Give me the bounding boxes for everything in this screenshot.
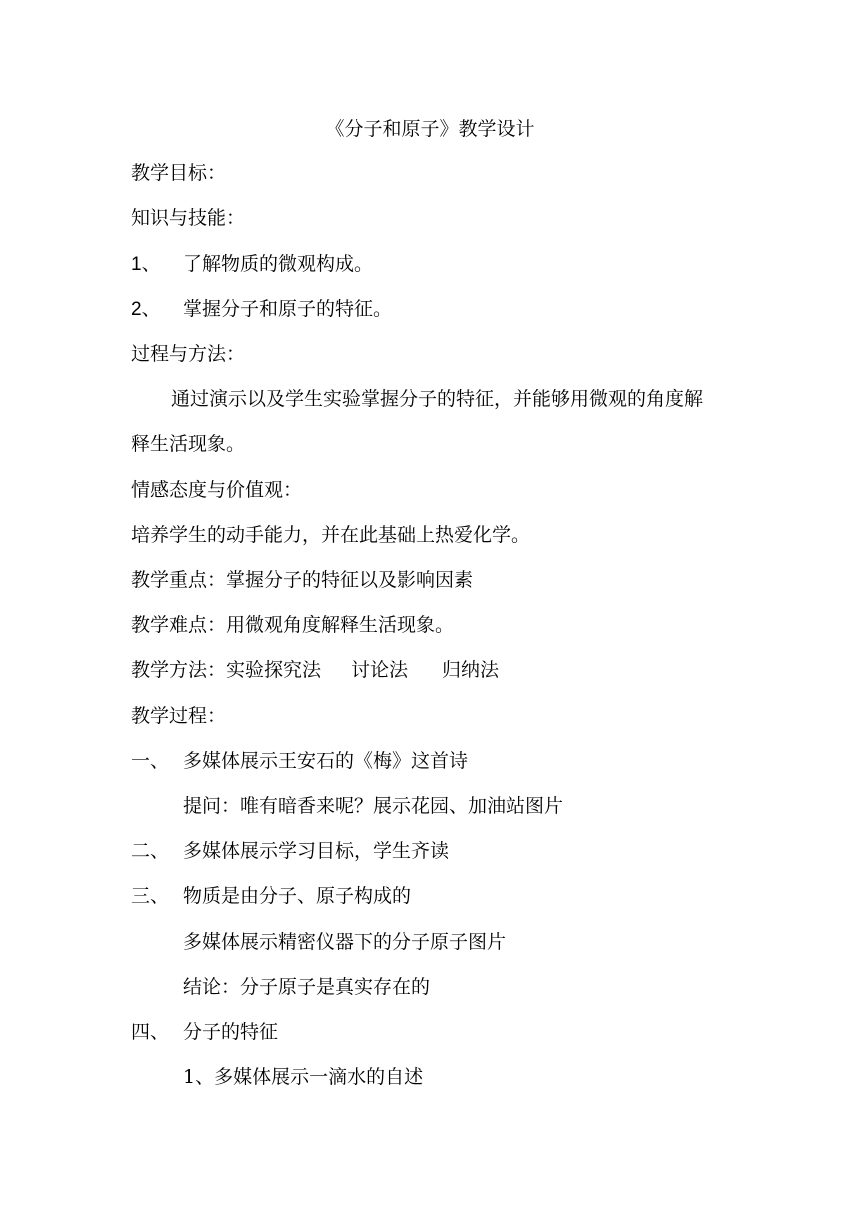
- step-text: 物质是由分子、原子构成的: [183, 885, 412, 907]
- step-detail: 1、多媒体展示一滴水的自述: [183, 1066, 424, 1088]
- process-text-line: 通过演示以及学生实验掌握分子的特征，并能够用微观的角度解: [171, 388, 704, 410]
- step-number: 二、: [131, 840, 170, 862]
- knowledge-item: [131, 296, 392, 323]
- method-item: 实验探究法: [226, 659, 322, 681]
- objectives-heading: 教学目标：: [131, 162, 227, 184]
- emotion-text: 培养学生的动手能力，并在此基础上热爱化学。: [131, 524, 531, 546]
- document-title: 《分子和原子》教学设计: [325, 118, 535, 140]
- procedure-step: [131, 1019, 278, 1045]
- knowledge-item: [131, 251, 373, 278]
- step-number: 一、: [131, 750, 170, 772]
- step-detail: 多媒体展示精密仪器下的分子原子图片: [183, 931, 507, 953]
- item-text: 掌握分子和原子的特征。: [183, 298, 393, 320]
- procedure-heading: 教学过程：: [131, 705, 227, 727]
- difficulty: 教学难点：用微观角度解释生活现象。: [131, 614, 455, 636]
- item-number: 1、: [131, 254, 161, 275]
- method-item: 讨论法: [351, 659, 409, 681]
- process-heading: 过程与方法：: [131, 343, 246, 365]
- knowledge-heading: 知识与技能：: [131, 207, 246, 229]
- emotion-heading: 情感态度与价值观：: [131, 479, 303, 501]
- step-detail: 结论：分子原子是真实存在的: [183, 976, 431, 998]
- step-text: 分子的特征: [183, 1021, 279, 1043]
- key-point: 教学重点：掌握分子的特征以及影响因素: [131, 569, 474, 591]
- procedure-step: [131, 883, 411, 909]
- step-text: 多媒体展示王安石的《梅》这首诗: [183, 750, 469, 772]
- step-number: 四、: [131, 1021, 170, 1043]
- step-text: 多媒体展示学习目标，学生齐读: [183, 840, 450, 862]
- methods-label: 教学方法：: [131, 659, 227, 681]
- step-detail: 提问：唯有暗香来呢？展示花园、加油站图片: [183, 795, 564, 817]
- teaching-methods: [131, 657, 499, 683]
- item-text: 了解物质的微观构成。: [183, 253, 374, 275]
- procedure-step: [131, 748, 468, 774]
- method-item: 归纳法: [442, 659, 500, 681]
- procedure-step: [131, 838, 449, 864]
- item-number: 2、: [131, 299, 161, 320]
- step-number: 三、: [131, 885, 170, 907]
- process-text-line: 释生活现象。: [131, 433, 246, 455]
